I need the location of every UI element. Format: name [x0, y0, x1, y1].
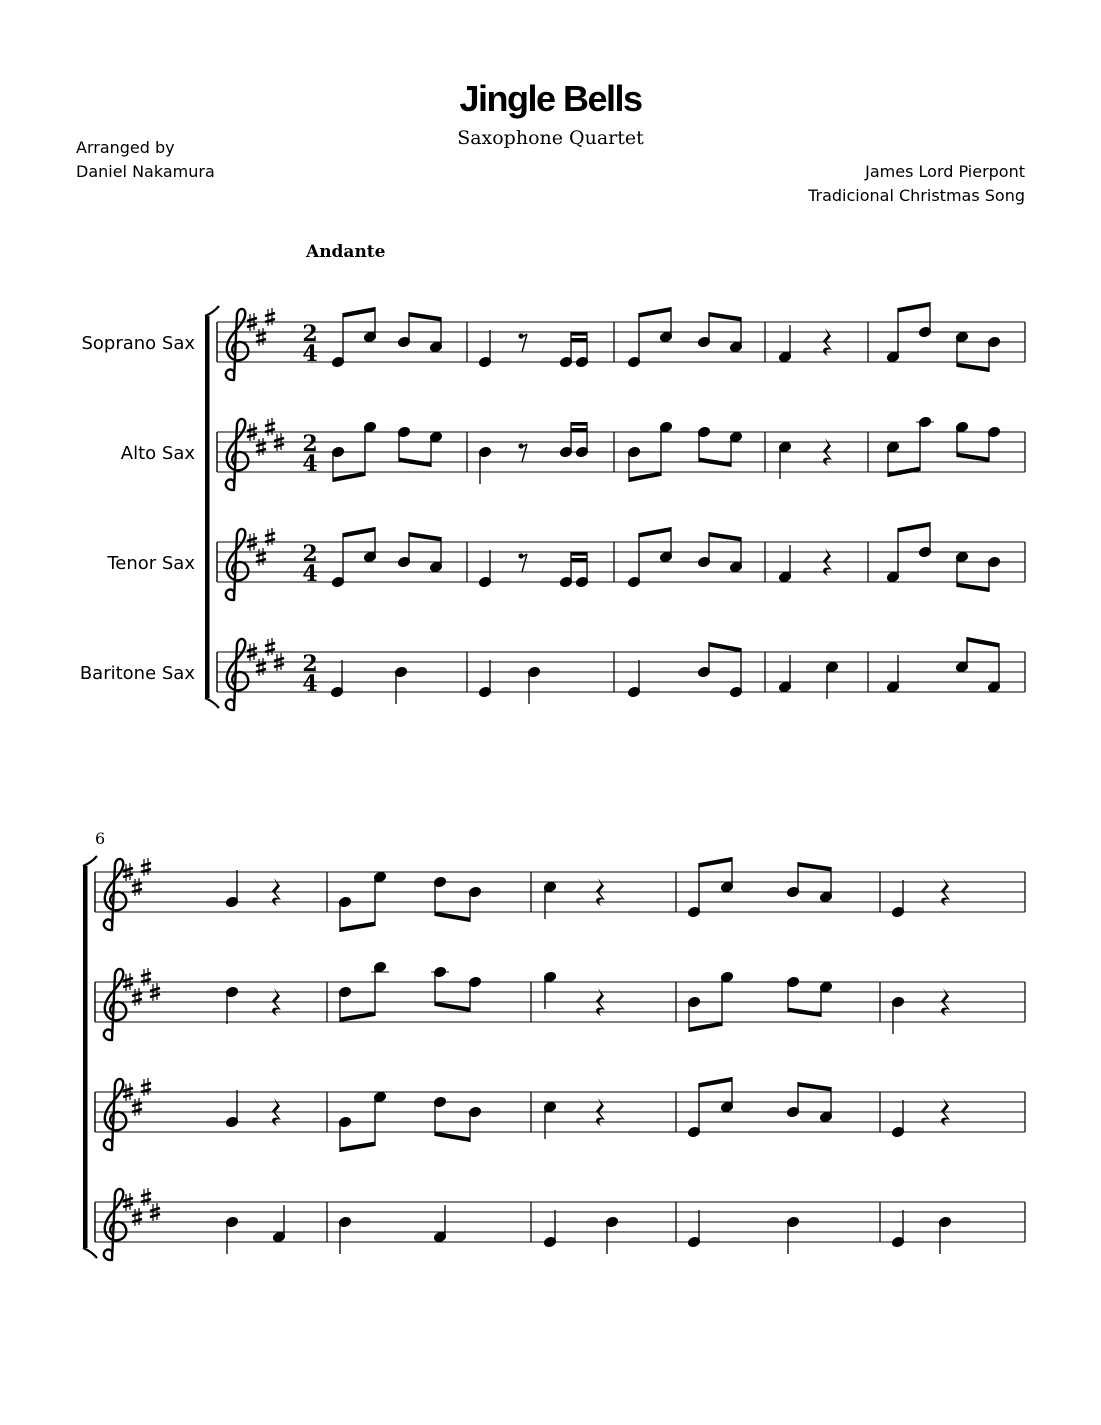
sharp-icon: [247, 324, 257, 327]
note-beam: [639, 527, 671, 538]
sharp-icon: [256, 663, 266, 666]
note-beam: [435, 1132, 470, 1143]
treble-clef-icon: [104, 1079, 127, 1150]
sharp-icon: [274, 658, 284, 661]
treble-clef-icon: [226, 309, 249, 380]
composer-note: Tradicional Christmas Song: [808, 186, 1025, 205]
note-beam: [709, 532, 741, 542]
note-beam: [699, 857, 732, 868]
note-beam: [888, 467, 920, 478]
system-bracket: [83, 856, 97, 866]
note-beam: [571, 422, 587, 426]
note-beam: [571, 332, 587, 336]
instrument-label-baritone: Baritone Sax: [79, 663, 195, 684]
time-signature-top: 2: [302, 431, 318, 457]
sharp-icon: [123, 1094, 133, 1097]
note-beam: [333, 472, 365, 483]
sharp-icon: [247, 544, 257, 547]
sharp-icon: [247, 428, 257, 431]
sharp-icon: [247, 434, 257, 437]
system-bracket: [205, 316, 210, 698]
sharp-icon: [256, 443, 266, 446]
note-beam: [957, 583, 989, 593]
note-beam: [343, 527, 375, 538]
treble-clef-icon: [104, 969, 127, 1040]
note-beam: [409, 312, 441, 322]
sharp-icon: [265, 533, 275, 536]
sharp-icon: [123, 978, 133, 981]
sharp-icon: [247, 648, 257, 651]
note-beam: [435, 912, 470, 923]
time-signature-bottom: 4: [302, 451, 318, 477]
treble-clef-icon: [226, 419, 249, 490]
sharp-icon: [265, 313, 275, 316]
note-beam: [709, 642, 741, 653]
note-beam: [343, 307, 375, 318]
sharp-icon: [256, 553, 266, 556]
treble-clef-icon: [226, 529, 249, 600]
sharp-icon: [141, 863, 151, 866]
sharp-icon: [141, 1193, 151, 1196]
sharp-icon: [132, 1213, 142, 1216]
note-beam: [629, 472, 661, 483]
composer-name: James Lord Pierpont: [865, 162, 1025, 181]
sharp-icon: [247, 654, 257, 657]
note-beam: [340, 1012, 375, 1023]
sharp-icon: [123, 1204, 133, 1207]
note-beam: [798, 1082, 831, 1092]
sharp-icon: [123, 874, 133, 877]
note-beam: [571, 338, 587, 342]
note-beam: [957, 363, 989, 373]
note-beam: [699, 1077, 732, 1088]
note-beam: [435, 1002, 470, 1013]
system-bracket: [205, 306, 219, 316]
instrument-label-soprano: Soprano Sax: [81, 333, 195, 354]
note-beam: [571, 558, 587, 562]
sharp-icon: [150, 1208, 160, 1211]
sharp-icon: [274, 444, 284, 447]
time-signature-top: 2: [302, 541, 318, 567]
sharp-icon: [132, 883, 142, 886]
note-beam: [699, 458, 731, 468]
treble-clef-icon: [104, 1189, 127, 1260]
note-beam: [399, 458, 431, 468]
sharp-icon: [150, 988, 160, 991]
sharp-icon: [132, 993, 142, 996]
time-signature-top: 2: [302, 321, 318, 347]
sharp-icon: [256, 333, 266, 336]
sharp-icon: [265, 643, 275, 646]
sharp-icon: [274, 438, 284, 441]
sharp-icon: [123, 1088, 133, 1091]
note-beam: [571, 428, 587, 432]
note-beam: [898, 522, 930, 533]
sharp-icon: [150, 1214, 160, 1217]
time-signature-bottom: 4: [302, 561, 318, 587]
sharp-icon: [247, 538, 257, 541]
note-beam: [709, 312, 741, 322]
note-beam: [340, 922, 375, 933]
sharp-icon: [274, 664, 284, 667]
score-subtitle: Saxophone Quartet: [457, 127, 644, 149]
measure-number: 6: [95, 829, 106, 848]
treble-clef-icon: [104, 859, 127, 930]
arranger-name: Daniel Nakamura: [76, 162, 215, 181]
score-title: Jingle Bells: [459, 78, 642, 119]
note-beam: [689, 1022, 722, 1033]
system-bracket: [205, 698, 219, 708]
sharp-icon: [141, 973, 151, 976]
note-beam: [967, 637, 999, 648]
sharp-icon: [123, 868, 133, 871]
system-bracket: [83, 1248, 97, 1258]
note-beam: [957, 453, 989, 463]
arranger-label: Arranged by: [76, 138, 175, 157]
system-bracket: [83, 866, 88, 1248]
note-beam: [798, 862, 831, 872]
sharp-icon: [123, 984, 133, 987]
time-signature-top: 2: [302, 651, 318, 677]
sharp-icon: [265, 423, 275, 426]
instrument-label-tenor: Tenor Sax: [107, 553, 195, 574]
note-beam: [340, 1142, 375, 1153]
sharp-icon: [247, 318, 257, 321]
time-signature-bottom: 4: [302, 671, 318, 697]
instrument-label-alto: Alto Sax: [120, 443, 195, 464]
tempo-marking: Andante: [306, 242, 386, 262]
note-beam: [788, 1008, 821, 1018]
treble-clef-icon: [226, 639, 249, 710]
time-signature-bottom: 4: [302, 341, 318, 367]
note-beam: [409, 532, 441, 542]
sharp-icon: [141, 1083, 151, 1086]
note-beam: [898, 302, 930, 313]
sharp-icon: [150, 994, 160, 997]
sharp-icon: [123, 1198, 133, 1201]
note-beam: [571, 552, 587, 556]
sharp-icon: [132, 1103, 142, 1106]
note-beam: [639, 307, 671, 318]
